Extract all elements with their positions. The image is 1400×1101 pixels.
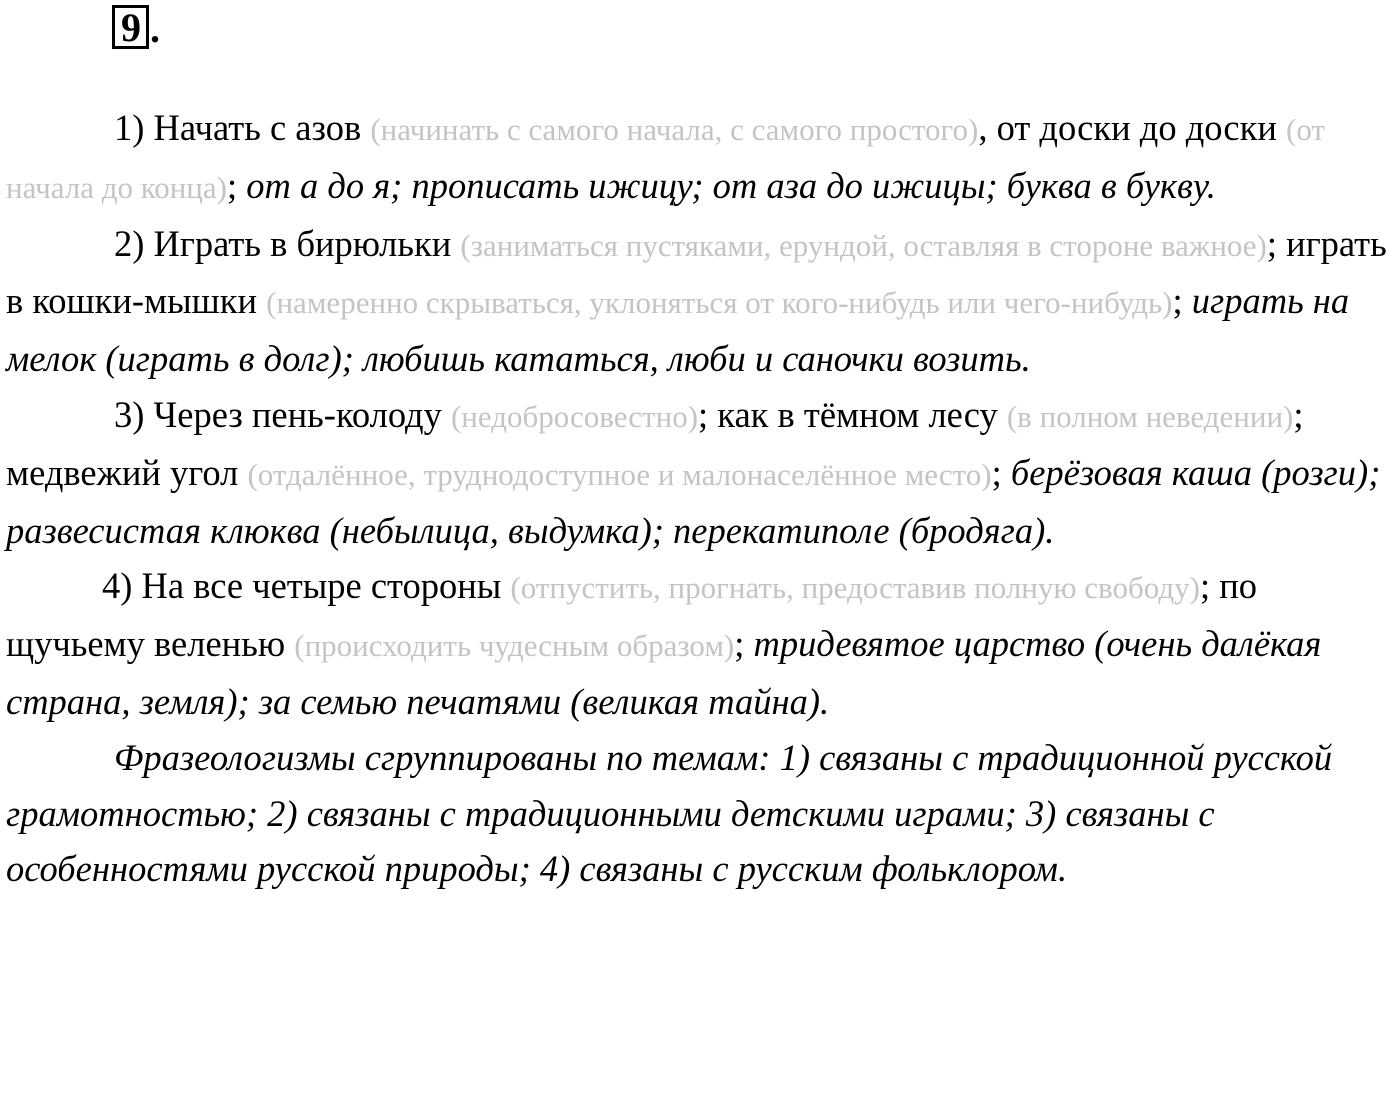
text-italic: тридевятое царство (очень далёкая страна, земля); за семью печатями (великая тайна). bbox=[6, 623, 1322, 722]
text-space bbox=[442, 394, 451, 435]
item-number: 2) bbox=[114, 222, 145, 264]
text-plain: Через пень-колоду bbox=[153, 393, 442, 435]
text-plain: ; bbox=[734, 623, 754, 665]
meaning-gray: (намеренно скрываться, уклоняться от кого-нибудь или чего-нибудь) bbox=[266, 285, 1173, 321]
text-plain: ; как в тёмном лесу bbox=[698, 393, 1007, 435]
paragraph-item-3 bbox=[6, 387, 1398, 558]
text-plain: ; играть в кошки-мышки bbox=[6, 222, 1387, 322]
text-plain: На все четыре стороны bbox=[141, 565, 502, 607]
meaning-gray: (начинать с самого начала, с самого простого) bbox=[370, 112, 979, 147]
meaning-gray: (происходить чудесным образом) bbox=[294, 628, 735, 664]
answer-body bbox=[6, 100, 1398, 897]
meaning-gray: (недобросовестно) bbox=[450, 398, 699, 434]
text-italic: от а до я; прописать ижицу; от аза до ижицы; буква в букву. bbox=[246, 164, 1216, 206]
conclusion-paragraph: Фразеологизмы сгруппированы по темам: 1) связаны с традиционной русской грамотностью; 2) связаны с традиционными детскими играми; 3) связаны с особенностями русской природы; 4) связаны с русским фольклором. bbox=[6, 736, 1333, 890]
meaning-gray: (заниматься пустяками, ерундой, оставляя в стороне важное) bbox=[460, 227, 1267, 263]
task-number-box: 9 bbox=[112, 5, 149, 49]
text-plain: ; bbox=[991, 451, 1011, 493]
text-plain: , от доски до доски bbox=[978, 107, 1287, 148]
task-number-suffix: . bbox=[150, 6, 160, 51]
meaning-gray: (отдалённое, труднодоступное и малонаселённое место) bbox=[247, 456, 992, 492]
meaning-gray: (отпустить, прогнать, предоставив полную свободу) bbox=[510, 570, 1200, 606]
item-number: 4) bbox=[102, 565, 133, 607]
text-space bbox=[361, 107, 370, 148]
text-plain: ; медвежий угол bbox=[6, 393, 1304, 493]
text-plain: Начать с азов bbox=[153, 107, 362, 148]
paragraph-item-2 bbox=[6, 216, 1398, 387]
text-italic: берёзовая каша (розги); развесистая клюква (небылица, выдумка); перекатиполе (бродяга). bbox=[6, 451, 1381, 551]
text-plain: Играть в бирюльки bbox=[153, 222, 452, 264]
meaning-gray: (в полном неведении) bbox=[1006, 398, 1294, 434]
item-number: 3) bbox=[114, 393, 145, 435]
task-number bbox=[112, 5, 160, 49]
paragraph-item-4 bbox=[6, 558, 1398, 729]
text-plain: ; по щучьему веленью bbox=[6, 565, 1258, 665]
item-number: 1) bbox=[114, 107, 145, 148]
text-plain: ; bbox=[1172, 280, 1192, 322]
text-italic: играть на мелок (играть в долг); любишь кататься, люби и саночки возить. bbox=[6, 280, 1350, 380]
text-plain: ; bbox=[226, 164, 247, 206]
meaning-gray: (от начала до конца) bbox=[6, 112, 1325, 205]
paragraph-item-1 bbox=[6, 100, 1398, 216]
